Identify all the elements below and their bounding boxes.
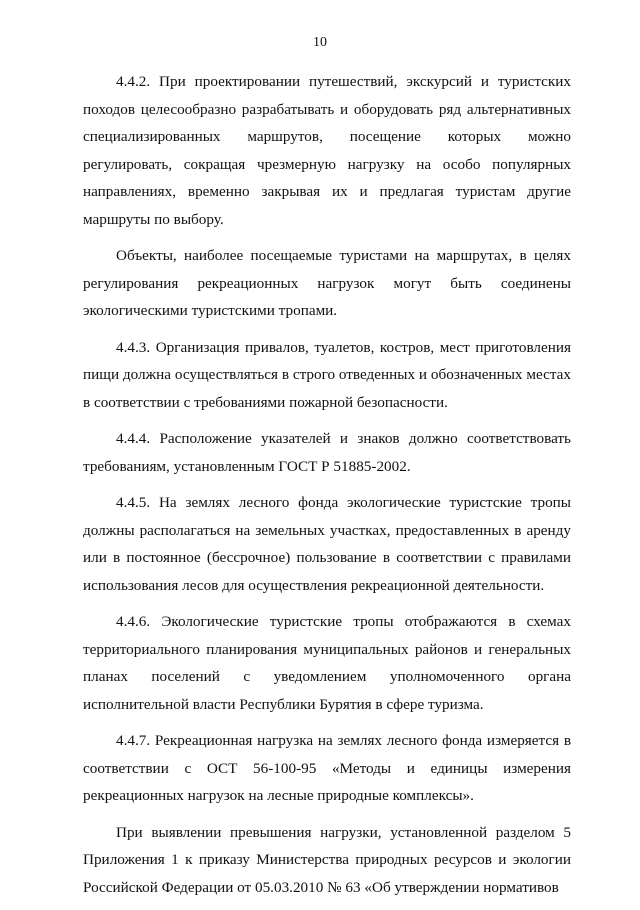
paragraph-4-4-2: 4.4.2. При проектировании путешествий, экскурсий и туристских походов целесообразно разрабатывать и оборудовать ряд альтернативных специализированных маршрутов, посещение которых можно регулировать, сокращая чрезмерную нагрузку на особо популярных направлениях, временно закрывая их и предлагая туристам другие маршруты по выбору. xyxy=(83,73,571,228)
paragraph-4-4-7: 4.4.7. Рекреационная нагрузка на землях лесного фонда измеряется в соответствии с ОСТ 56-100-95 «Методы и единицы измерения рекреационных нагрузок на лесные природные комплексы». xyxy=(83,732,571,804)
paragraph-eco-trails: Объекты, наиболее посещаемые туристами на маршрутах, в целях регулирования рекреационных нагрузок могут быть соединены экологическими туристскими тропами. xyxy=(83,247,571,319)
paragraph-load-excess: При выявлении превышения нагрузки, установленной разделом 5 Приложения 1 к приказу Министерства природных ресурсов и экологии Российской Федерации от 05.03.2010 № 63 «Об утверждении нормативов xyxy=(83,823,571,896)
paragraph-4-4-3: 4.4.3. Организация привалов, туалетов, костров, мест приготовления пищи должна осуществляться в строго отведенных и обозначенных местах в соответствии с требованиями пожарной безопасности. xyxy=(83,338,571,411)
page-number: 10 xyxy=(313,35,327,50)
paragraph-4-4-5: 4.4.5. На землях лесного фонда экологические туристские тропы должны располагаться на земельных участках, предоставленных в аренду или в постоянное (бессрочное) пользование в соответствии с правилами использования лесов для осуществления рекреационной деятельности. xyxy=(83,494,571,594)
paragraph-4-4-6: 4.4.6. Экологические туристские тропы отображаются в схемах территориального планирования муниципальных районов и генеральных планах поселений с уведомлением уполномоченного органа исполнительной власти Республики Бурятия в сфере туризма. xyxy=(83,613,571,713)
document-body xyxy=(83,68,571,910)
paragraph-4-4-4: 4.4.4. Расположение указателей и знаков должно соответствовать требованиям, установленным ГОСТ Р 51885-2002. xyxy=(83,430,571,475)
